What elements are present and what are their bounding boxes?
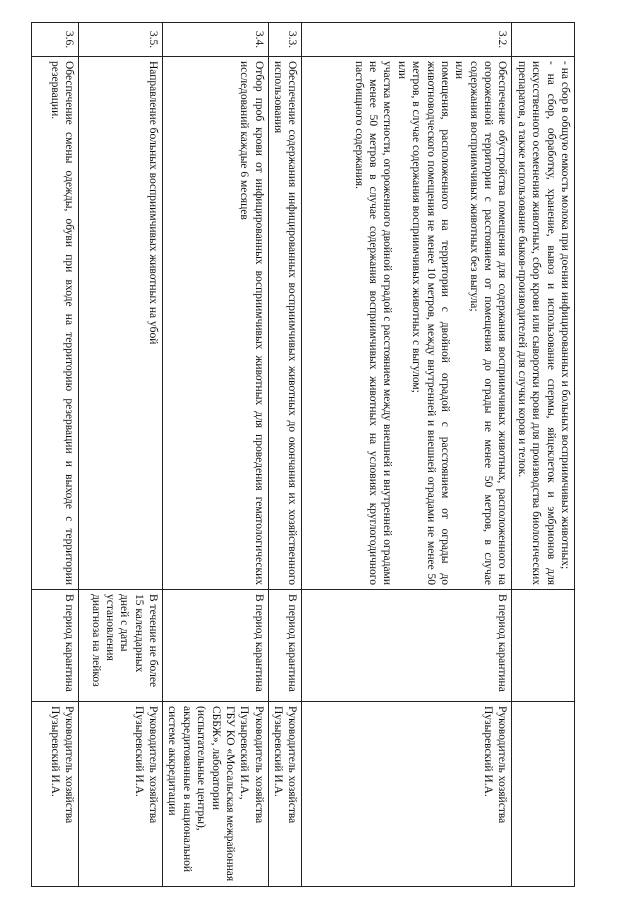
text-line: или — [453, 61, 466, 80]
row-number: 3.3. — [268, 23, 302, 57]
resp-line: Пузыревский И.А. — [482, 706, 495, 797]
row-number: 3.6. — [32, 23, 79, 57]
text-line: Обеспечение обустройства помещения для содержания восприимчивых животных, расположенного на огороженной территории с расстоянием от помещения до ограды не менее 50 метров, в случае содержания восприимчивых животных без выгула; — [467, 61, 509, 585]
term-cell: В период карантина — [32, 590, 79, 702]
measure-text — [32, 57, 79, 590]
text-line: помещения, расположенного на территории с двойной оградой с расстоянием от ограды до животноводческого помещения не менее 10 метров, между внутренней и внешней оградами не менее 50 метров, в случае содержания восприимчивых животных с выгулом; — [410, 61, 451, 585]
table-row — [79, 23, 163, 887]
resp-line: Руководитель хозяйства — [286, 706, 299, 824]
resp-line: Руководитель хозяйства — [252, 706, 265, 824]
text-line: Направление больных восприимчивых животных на убой — [147, 61, 160, 345]
resp-line: ГБУ КО «Мосальская межрайонная СББЖ», лаборатории (испытательные центры), аккредитованные в национальной системе аккредитации — [166, 706, 236, 882]
resp-line: Пузыревский И.А. — [272, 706, 285, 797]
table-row — [302, 23, 512, 887]
row-number — [512, 23, 575, 57]
resp-line: Руководитель хозяйства — [63, 706, 76, 824]
measure-text — [268, 57, 302, 590]
measure-text — [512, 57, 575, 590]
text-line: Отбор проб крови от инфицированных восприимчивых животных для проведения гематологических исследований каждые 6 месяцев — [238, 61, 265, 585]
row-number: 3.4. — [163, 23, 269, 57]
term-cell: В период карантина — [268, 590, 302, 702]
measures-table — [31, 22, 575, 887]
table-row — [268, 23, 302, 887]
text-line: или — [395, 61, 408, 80]
text-line: - на сбор, обработку, хранение, вывоз и использование спермы, яйцеклеток и эмбрионов для искусственного осеменения животных, сбор крови или сыворотки крови для производства биологических препаратов, а также использование быков-производителей для случки коров и телок. — [515, 61, 557, 585]
resp-line: Пузыревский И.А. — [48, 706, 61, 797]
responsible-cell — [512, 702, 575, 887]
term-cell — [512, 590, 575, 702]
responsible-cell — [163, 702, 269, 887]
resp-line: Руководитель хозяйства — [496, 706, 509, 824]
table-row — [512, 23, 575, 887]
resp-line: Пузыревский И.А. — [132, 706, 145, 797]
term-cell: В период карантина — [302, 590, 512, 702]
responsible-cell — [268, 702, 302, 887]
table-row — [163, 23, 269, 887]
measure-text — [163, 57, 269, 590]
text-line: участка местности, огороженного двойной оградой с расстоянием между внешней и внутренней оградами не менее 50 метров в случае содержания восприимчивых животных на условиях круглогодичного пастбищного содержания. — [352, 61, 394, 585]
resp-line: Руководитель хозяйства — [147, 706, 160, 824]
text-line: - на сбор в общую емкость молока при доении инфицированных и больных восприимчивых животных; — [559, 61, 571, 570]
text-line: Обеспечение содержания инфицированных восприимчивых животных до окончания их хозяйственного использования — [272, 61, 299, 585]
measure-text — [79, 57, 163, 590]
measure-text — [302, 57, 512, 590]
rotated-table-container — [48, 22, 575, 886]
responsible-cell — [79, 702, 163, 887]
term-cell: В период карантина — [163, 590, 269, 702]
resp-line: Пузыревский И.А., — [238, 706, 251, 800]
row-number: 3.5. — [79, 23, 163, 57]
responsible-cell — [32, 702, 79, 887]
text-line: Обеспечение смены одежды, обуви при входе на территорию резервации и выходе с территории резервации. — [48, 61, 76, 585]
table-row — [32, 23, 79, 887]
responsible-cell — [302, 702, 512, 887]
term-cell: В течение не более 15 календарных дней с даты установления диагноза на лейкоз — [79, 590, 163, 702]
row-number: 3.2. — [302, 23, 512, 57]
